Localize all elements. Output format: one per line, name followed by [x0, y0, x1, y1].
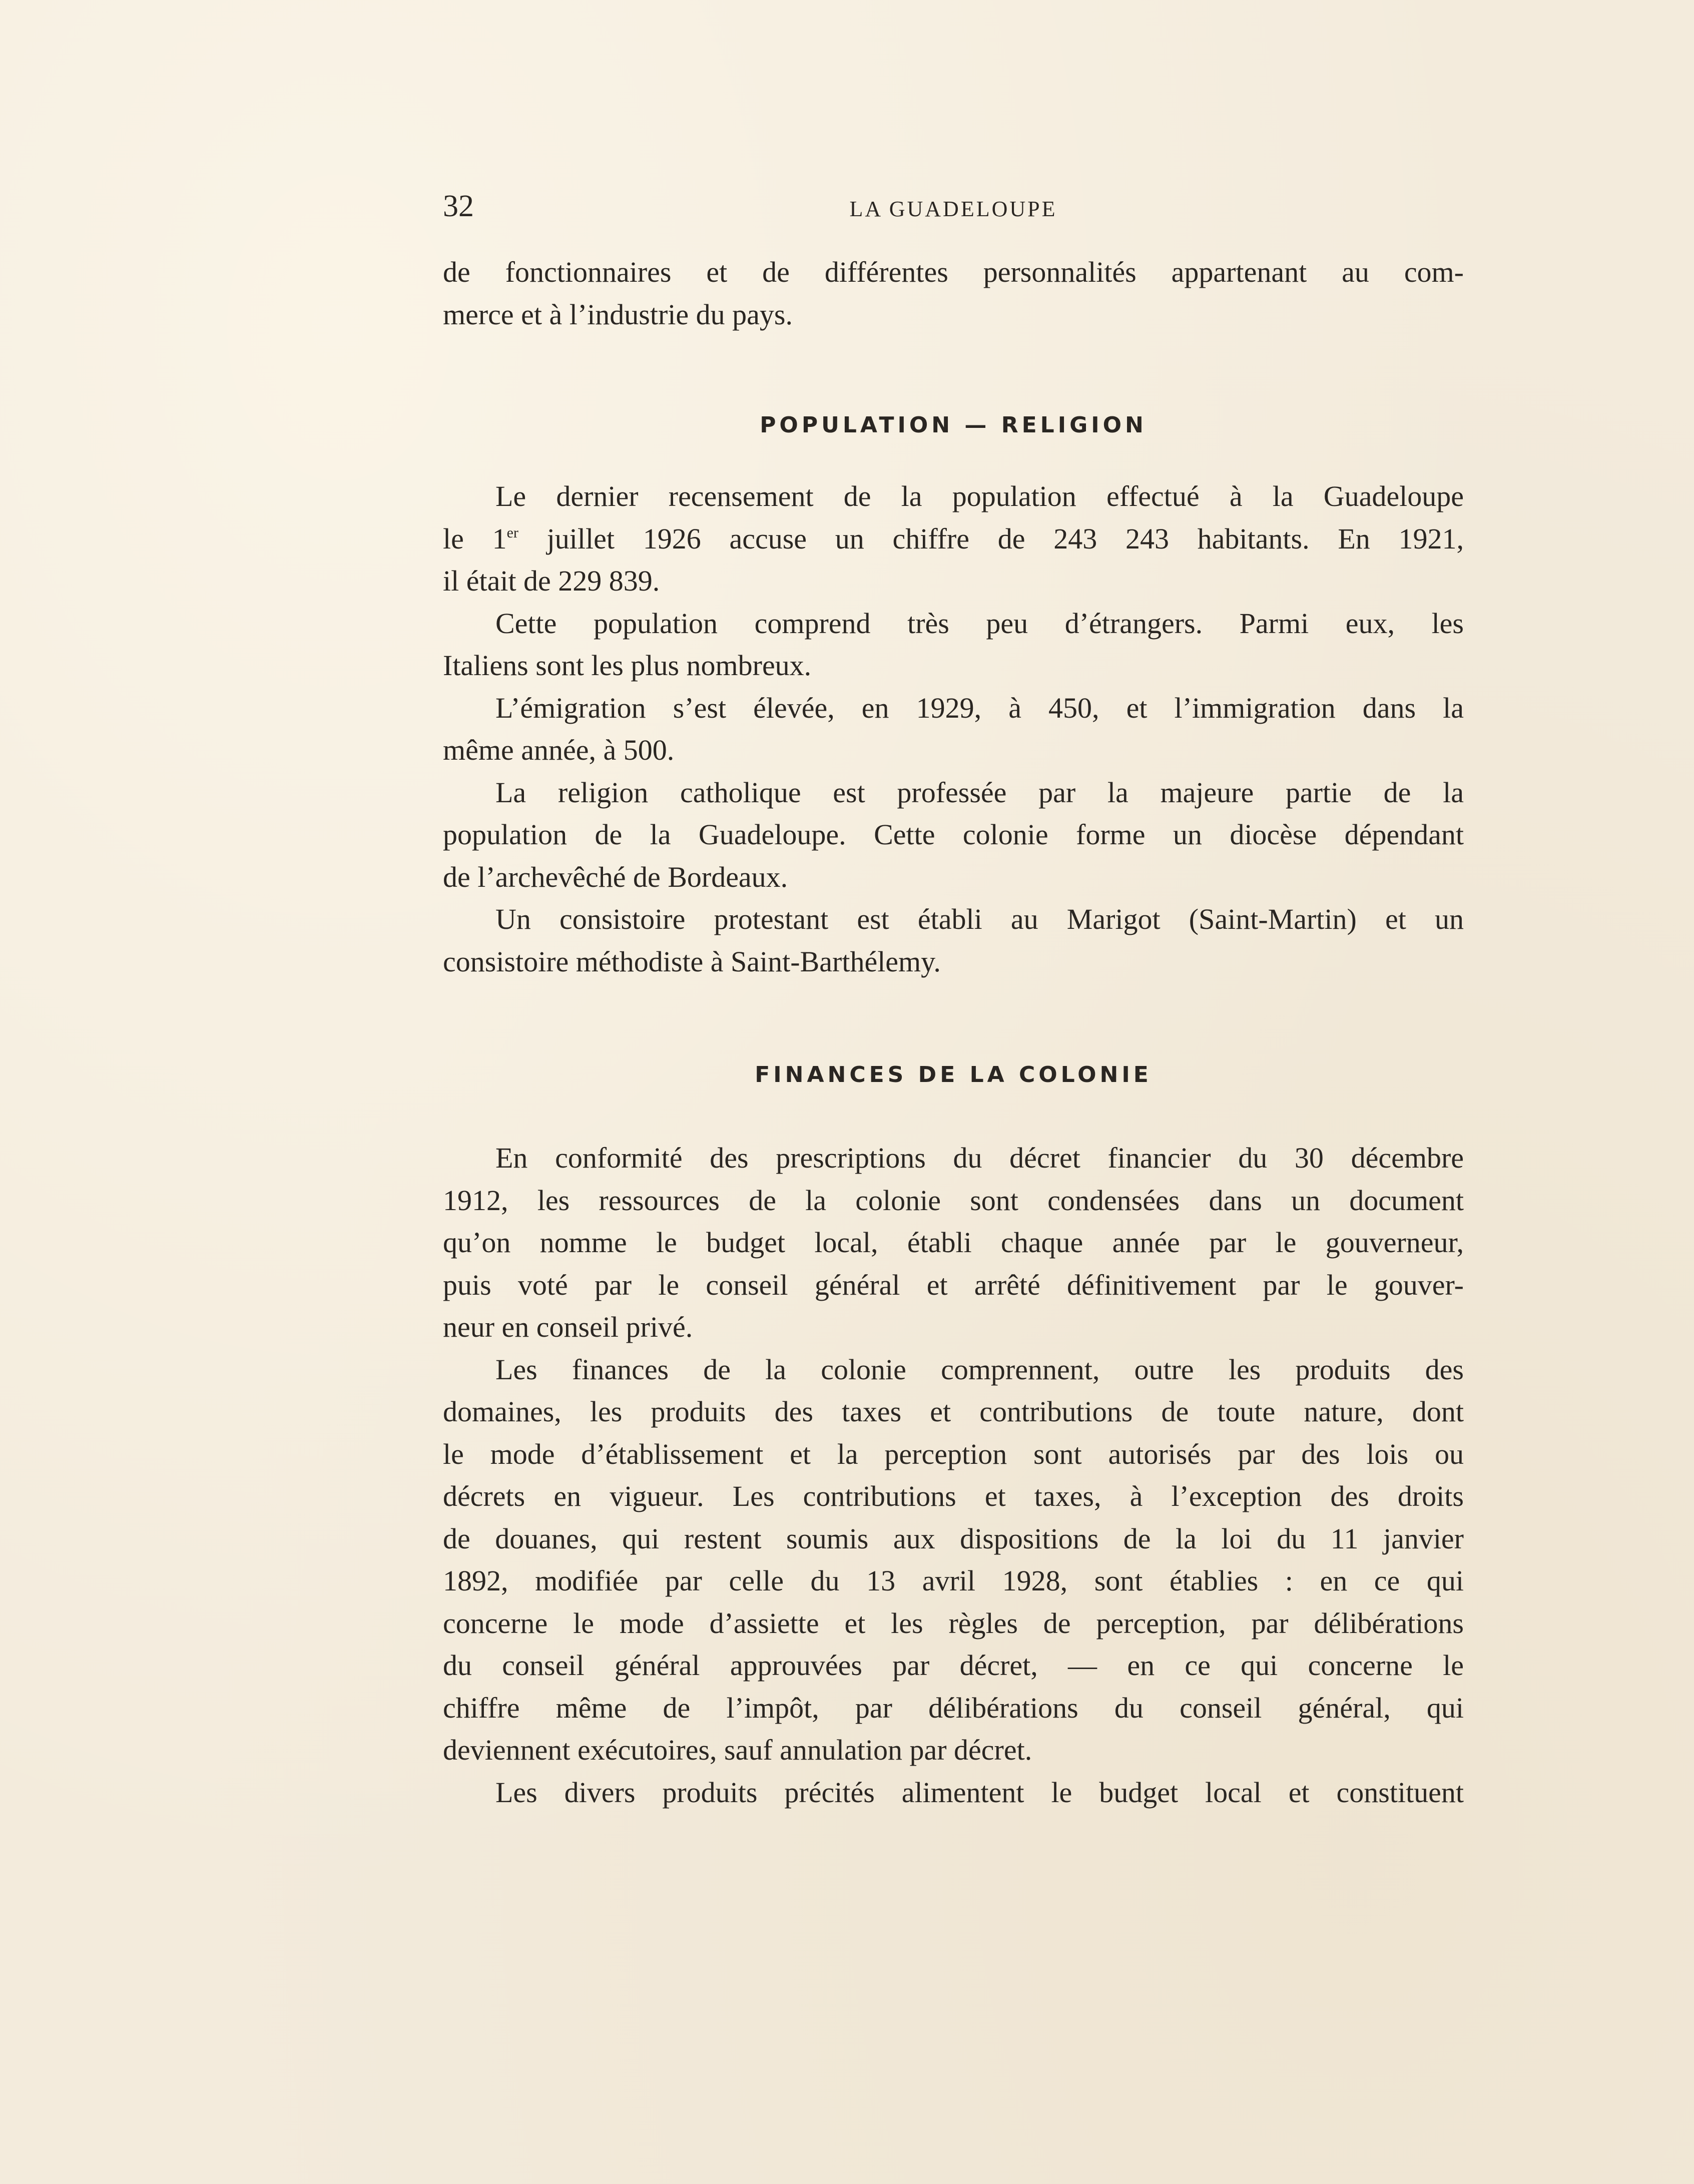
- text-line: il était de 229 839.: [443, 565, 660, 597]
- text-line: En conformité des prescriptions du décret financier du 30 décembre: [495, 1142, 1464, 1174]
- text-line: puis voté par le conseil général et arrêté définitivement par le gouver-: [443, 1268, 1464, 1301]
- text-line: concerne le mode d’assiette et les règles de perception, par délibérations: [443, 1606, 1464, 1640]
- text-fragment: juillet 1926 accuse un chiffre de 243 243 habitants. En 1921,: [518, 522, 1464, 555]
- text-line: chiffre même de l’impôt, par délibérations du conseil général, qui: [443, 1691, 1464, 1724]
- text-line: Les finances de la colonie comprennent, outre les produits des: [495, 1353, 1464, 1386]
- page-header: [443, 186, 1464, 226]
- text-line: population de la Guadeloupe. Cette colonie forme un diocèse dépendant: [443, 818, 1464, 851]
- text-fragment: le 1: [443, 522, 507, 555]
- text-line: décrets en vigueur. Les contributions et taxes, à l’exception des droits: [443, 1480, 1464, 1512]
- text-line: merce et à l’industrie du pays.: [443, 298, 793, 331]
- text-line: le mode d’établissement et la perception sont autorisés par des lois ou: [443, 1437, 1464, 1470]
- text-line: 1892, modifiée par celle du 13 avril 1928, sont établies : en ce qui: [443, 1564, 1464, 1597]
- text-line: même année, à 500.: [443, 734, 675, 766]
- text-line: domaines, les produits des taxes et contributions de toute nature, dont: [443, 1395, 1464, 1428]
- text-line: du conseil général approuvées par décret, — en ce qui concerne le: [443, 1649, 1464, 1682]
- text-line: consistoire méthodiste à Saint-Barthélemy.: [443, 945, 941, 978]
- text-line: qu’on nomme le budget local, établi chaque année par le gouverneur,: [443, 1226, 1464, 1259]
- running-title: LA GUADELOUPE: [849, 197, 1057, 221]
- text-line: 1912, les ressources de la colonie sont condensées dans un document: [443, 1184, 1464, 1217]
- text-line: de fonctionnaires et de différentes personnalités appartenant au com-: [443, 256, 1464, 288]
- text-line: Italiens sont les plus nombreux.: [443, 649, 812, 682]
- section-heading-finances: FINANCES DE LA COLONIE: [755, 1062, 1152, 1087]
- text-line: Cette population comprend très peu d’étrangers. Parmi eux, les: [495, 607, 1464, 640]
- population-section-body: [443, 475, 1464, 983]
- page-number: 32: [443, 189, 474, 223]
- text-line: de l’archevêché de Bordeaux.: [443, 860, 788, 893]
- text-line: Le dernier recensement de la population effectué à la Guadeloupe: [495, 480, 1464, 512]
- text-line: Les divers produits précités alimentent le budget local et constituent: [495, 1776, 1464, 1809]
- text-line: La religion catholique est professée par la majeure partie de la: [495, 776, 1464, 809]
- superscript: er: [506, 524, 518, 541]
- finances-section-body: [443, 1137, 1464, 1814]
- text-line: neur en conseil privé.: [443, 1311, 693, 1343]
- text-line: de douanes, qui restent soumis aux dispositions de la loi du 11 janvier: [443, 1522, 1464, 1555]
- text-line: deviennent exécutoires, sauf annulation par décret.: [443, 1734, 1032, 1766]
- section-heading-population: POPULATION — RELIGION: [760, 412, 1147, 438]
- text-line-with-superscript: [443, 518, 1464, 561]
- text-line: L’émigration s’est élevée, en 1929, à 450, et l’immigration dans la: [495, 691, 1464, 724]
- text-line: Un consistoire protestant est établi au Marigot (Saint-Martin) et un: [495, 903, 1464, 935]
- intro-paragraph: [443, 251, 1464, 336]
